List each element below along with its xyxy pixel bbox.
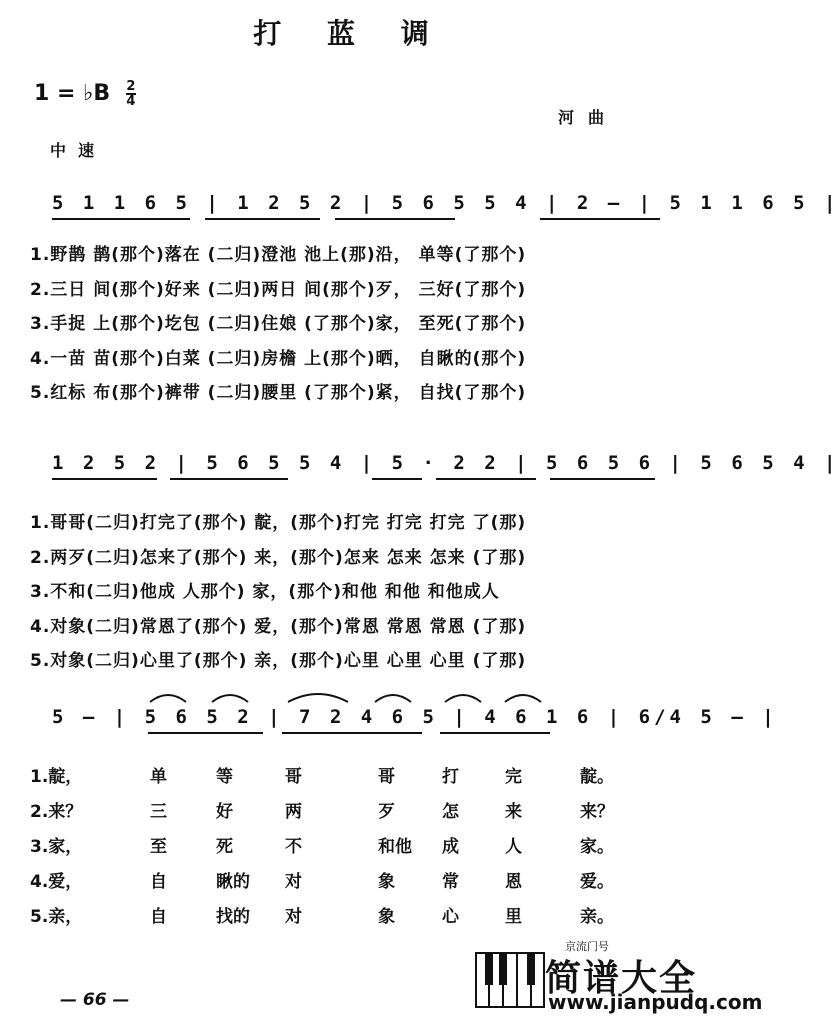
lyric-syllable: 自 <box>150 907 167 927</box>
lyric-verse: 2.三日 间(那个)好来 (二归)两日 间(那个)歹， 三好(了那个) <box>30 279 527 300</box>
lyric-syllable: 爱。 <box>580 872 614 892</box>
lyric-syllable: 2.来？ <box>30 802 83 822</box>
lyric-syllable: 靛。 <box>580 767 614 787</box>
lyric-syllable: 至 <box>150 837 167 857</box>
lyric-syllable: 歹 <box>378 802 395 822</box>
lyrics-block-2 <box>30 506 526 679</box>
lyric-syllable: 和他 <box>378 837 412 857</box>
key-label: 1 = ♭B <box>34 81 111 106</box>
lyrics-block-1 <box>30 238 526 411</box>
beam <box>440 732 550 734</box>
tempo-marking: 中速 <box>50 141 107 160</box>
song-title: 打 蓝 调 <box>253 17 447 50</box>
lyric-syllable: 哥 <box>378 767 395 787</box>
lyric-syllable: 人 <box>505 837 522 857</box>
lyric-syllable: 家。 <box>580 837 614 857</box>
lyric-syllable: 1.靛， <box>30 767 83 787</box>
lyric-col <box>285 762 302 937</box>
lyric-col <box>442 762 459 937</box>
beam <box>170 478 288 480</box>
lyric-syllable: 来 <box>505 802 522 822</box>
lyric-syllable: 等 <box>216 767 233 787</box>
key-signature <box>34 80 136 108</box>
watermark-brand: 简谱大全 <box>545 958 698 999</box>
lyric-syllable: 单 <box>150 767 167 787</box>
lyric-syllable: 对 <box>285 907 302 927</box>
lyric-col <box>580 762 614 937</box>
lyric-syllable: 亲。 <box>580 907 614 927</box>
time-bottom: 4 <box>126 94 136 109</box>
lyric-syllable: 打 <box>442 767 459 787</box>
beam <box>205 218 320 220</box>
lyric-verse: 3.不和(二归)他成 人那个) 家，(那个)和他 和他 和他成人 <box>30 582 500 602</box>
lyric-verse: 3.手捉 上(那个)圪包 (二归)住娘 (了那个)家， 至死(了那个) <box>30 314 527 334</box>
notation-line: 5 1 1 6 5 | 1 2 5 2 | 5 6 5 5 4 | 2 — | 5 1 1 6 5 | <box>52 192 839 214</box>
beam <box>550 478 655 480</box>
lyric-col <box>378 762 412 937</box>
watermark-url: www.jianpudq.com <box>548 990 763 1014</box>
lyric-syllable: 不 <box>285 837 302 857</box>
lyric-syllable: 两 <box>285 802 302 822</box>
lyric-verse: 1.哥哥(二归)打完了(那个) 靛，(那个)打完 打完 打完 了(那) <box>30 513 527 533</box>
lyric-syllable: 哥 <box>285 767 302 787</box>
lyric-syllable: 死 <box>216 837 233 857</box>
lyric-syllable: 找的 <box>216 907 250 927</box>
beam <box>335 218 455 220</box>
beam <box>148 732 263 734</box>
lyric-syllable: 5.亲， <box>30 907 83 927</box>
beam <box>52 218 190 220</box>
lyric-syllable: 常 <box>442 872 459 892</box>
lyric-verse: 1.野鹊 鹊(那个)落在 (二归)澄池 池上(那)沿， 单等(了那个) <box>30 245 527 265</box>
lyric-verse: 2.两歹(二归)怎来了(那个) 来，(那个)怎来 怎来 怎来 (了那) <box>30 547 527 568</box>
lyric-syllable: 里 <box>505 907 522 927</box>
lyric-verse: 4.对象(二归)常恩了(那个) 爱，(那个)常恩 常恩 常恩 (了那) <box>30 616 527 637</box>
lyric-syllable: 瞅的 <box>216 872 250 892</box>
notation-line: 1 2 5 2 | 5 6 5 5 4 | 5 · 2 2 | 5 6 5 6 | 5 6 5 4 | <box>52 452 839 474</box>
lyric-syllable: 怎 <box>442 802 459 822</box>
lyric-syllable: 4.爱， <box>30 872 83 892</box>
lyric-syllable: 恩 <box>505 872 522 892</box>
beam <box>436 478 536 480</box>
lyric-col <box>505 762 522 937</box>
lyric-col <box>30 762 82 937</box>
lyric-syllable: 好 <box>216 802 233 822</box>
beam <box>52 478 157 480</box>
lyric-syllable: 3.家， <box>30 837 83 857</box>
notation-line: 5 — | 5 6 5 2 | 7 2 4 6 5 | 4 6 1 6 | 6/4 5 — | <box>52 706 778 728</box>
lyric-syllable: 自 <box>150 872 167 892</box>
lyric-syllable: 来？ <box>580 802 614 822</box>
slur-marks <box>140 686 570 706</box>
beam <box>282 732 422 734</box>
lyric-syllable: 成 <box>442 837 459 857</box>
page-number: — 66 — <box>60 990 130 1010</box>
lyric-syllable: 心 <box>442 907 459 927</box>
lyric-syllable: 象 <box>378 872 395 892</box>
lyric-verse: 5.对象(二归)心里了(那个) 亲，(那个)心里 心里 心里 (了那) <box>30 651 527 671</box>
piano-keys-icon <box>475 952 545 1008</box>
lyric-syllable: 完 <box>505 767 522 787</box>
credit-text: 京流门号 <box>565 940 609 953</box>
beam <box>372 478 422 480</box>
lyric-syllable: 对 <box>285 872 302 892</box>
lyric-syllable: 象 <box>378 907 395 927</box>
lyric-syllable: 三 <box>150 802 167 822</box>
lyric-verse: 5.红标 布(那个)裤带 (二归)腰里 (了那个)紧， 自找(了那个) <box>30 383 527 403</box>
time-top: 2 <box>126 79 136 94</box>
beam <box>540 218 660 220</box>
time-signature <box>126 80 136 108</box>
lyric-col <box>216 762 250 937</box>
lyric-col <box>150 762 167 937</box>
lyric-verse: 4.一苗 苗(那个)白菜 (二归)房檐 上(那个)晒， 自瞅的(那个) <box>30 348 527 369</box>
song-origin: 河曲 <box>558 108 619 127</box>
